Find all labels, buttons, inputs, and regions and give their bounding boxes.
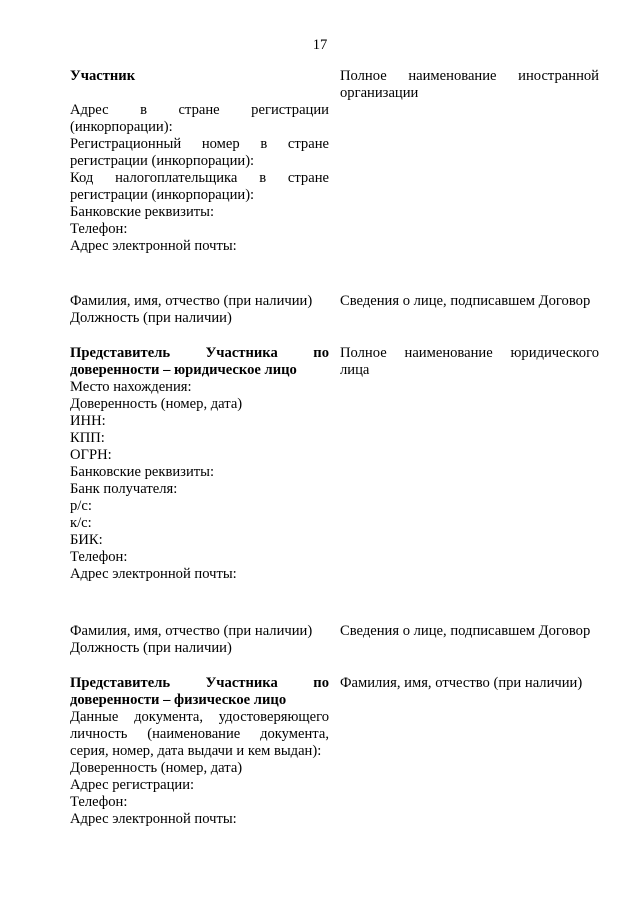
field-bank-details: Банковские реквизиты:: [70, 464, 214, 480]
field-taxpayer-code: Код налогоплательщика в стране: [70, 170, 329, 186]
signer-full-name: Фамилия, имя, отчество (при наличии): [70, 623, 313, 639]
field-inn: ИНН:: [70, 413, 106, 429]
field-id-document: Данные документа, удостоверяющего: [70, 709, 329, 725]
field-ogrn: ОГРН:: [70, 447, 112, 463]
field-power-of-attorney: Доверенность (номер, дата): [70, 760, 243, 776]
individual-full-name: Фамилия, имя, отчество (при наличии): [340, 675, 583, 691]
page-number: 17: [312, 37, 328, 53]
field-taxpayer-code-cont: регистрации (инкорпорации):: [70, 187, 255, 203]
org-name-line2: организации: [340, 85, 419, 101]
field-id-document-details: серия, номер, дата выдачи и кем выдан):: [70, 743, 322, 759]
field-location: Место нахождения:: [70, 379, 192, 395]
field-email: Адрес электронной почты:: [70, 566, 237, 582]
field-registration-number-cont: регистрации (инкорпорации):: [70, 153, 255, 169]
field-correspondent-account: к/с:: [70, 515, 92, 531]
signer-position: Должность (при наличии): [70, 310, 232, 326]
field-email: Адрес электронной почты:: [70, 811, 237, 827]
signer-position: Должность (при наличии): [70, 640, 232, 656]
signer-2-fields: [70, 623, 329, 657]
field-registration-number: Регистрационный номер в стране: [70, 136, 329, 152]
participant-fields: [70, 68, 329, 255]
legal-entity-name-line2: лица: [340, 362, 370, 378]
field-registration-address: Адрес в стране регистрации: [70, 102, 329, 118]
participant-heading: Участник: [70, 68, 136, 84]
signer-1-fields: [70, 293, 329, 327]
field-email: Адрес электронной почты:: [70, 238, 237, 254]
field-kpp: КПП:: [70, 430, 105, 446]
field-bik: БИК:: [70, 532, 103, 548]
individual-rep-heading-line2: доверенности – физическое лицо: [70, 692, 287, 708]
field-phone: Телефон:: [70, 794, 128, 810]
field-bank-details: Банковские реквизиты:: [70, 204, 214, 220]
individual-rep-name: [340, 675, 599, 692]
field-phone: Телефон:: [70, 549, 128, 565]
signer-1-info: [340, 293, 599, 310]
org-name-line1: Полное наименование иностранной: [340, 68, 599, 84]
field-registration-address: Адрес регистрации:: [70, 777, 195, 793]
field-id-document-cont: личность (наименование документа,: [70, 726, 329, 742]
field-registration-address-cont: (инкорпорации):: [70, 119, 173, 135]
participant-org-name: [340, 68, 599, 102]
signer-full-name: Фамилия, имя, отчество (при наличии): [70, 293, 313, 309]
legal-rep-fields: [70, 345, 329, 583]
field-recipient-bank: Банк получателя:: [70, 481, 178, 497]
legal-entity-name-line1: Полное наименование юридического: [340, 345, 599, 361]
field-power-of-attorney: Доверенность (номер, дата): [70, 396, 243, 412]
individual-rep-heading-line1: Представитель Участника по: [70, 675, 329, 691]
legal-rep-heading-line2: доверенности – юридическое лицо: [70, 362, 297, 378]
legal-rep-name: [340, 345, 599, 379]
signer-info-label: Сведения о лице, подписавшем Договор: [340, 293, 591, 309]
legal-rep-heading-line1: Представитель Участника по: [70, 345, 329, 361]
signer-2-info: [340, 623, 599, 640]
field-phone: Телефон:: [70, 221, 128, 237]
spacer: [70, 85, 329, 102]
signer-info-label: Сведения о лице, подписавшем Договор: [340, 623, 591, 639]
individual-rep-fields: [70, 675, 329, 828]
field-settlement-account: р/с:: [70, 498, 92, 514]
